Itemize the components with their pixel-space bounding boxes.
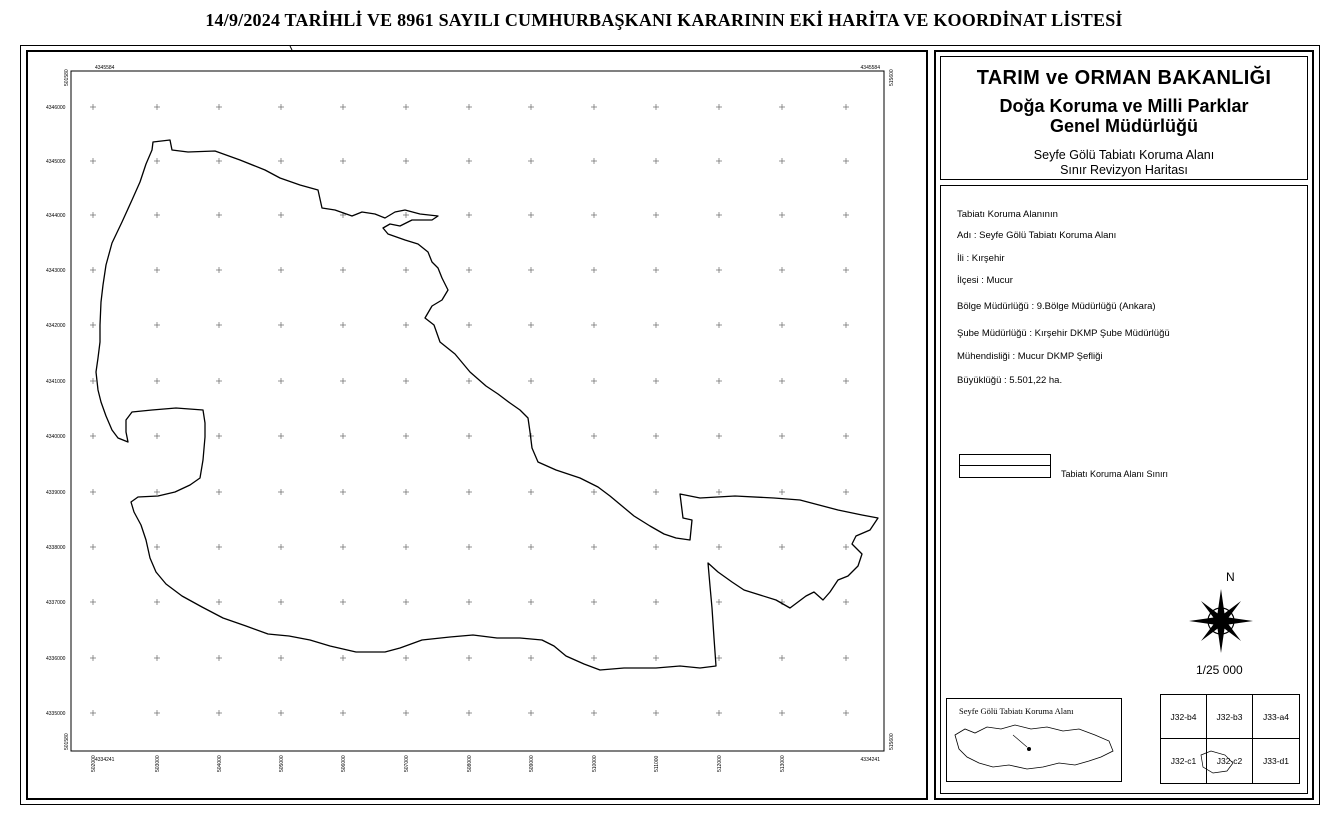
info-district: İlçesi : Mucur xyxy=(957,275,1013,286)
sheet-j32-b4: J32-b4 xyxy=(1161,695,1207,739)
info-regional: Bölge Müdürlüğü : 9.Bölge Müdürlüğü (Ankara) xyxy=(957,301,1156,312)
corner-label-bottom-left: 4334241 xyxy=(95,757,115,763)
sheet-j32-b3: J32-b3 xyxy=(1207,695,1253,739)
info-branch: Şube Müdürlüğü : Kırşehir DKMP Şube Müdürlüğü xyxy=(957,328,1170,339)
grid-x-label: 507000 xyxy=(404,755,410,772)
sheet-j32-c2: J32-c2 xyxy=(1207,739,1253,783)
map-name xyxy=(941,148,1307,178)
grid-y-label: 4336000 xyxy=(46,656,66,662)
grid-x-label: 509000 xyxy=(529,755,535,772)
info-heading: Tabiatı Koruma Alanının xyxy=(957,209,1058,220)
corner-label-left-top-vertical: 501580 xyxy=(64,69,70,86)
sheet-j33-d1: J33-d1 xyxy=(1263,756,1289,766)
corner-label-bottom-right: 4334241 xyxy=(860,757,880,763)
info-name: Adı : Seyfe Gölü Tabiatı Koruma Alanı xyxy=(957,230,1117,241)
corner-label-top-left: 4345584 xyxy=(95,65,115,71)
grid-y-label: 4338000 xyxy=(46,545,66,551)
grid-x-label: 508000 xyxy=(467,755,473,772)
neatline xyxy=(71,71,884,751)
grid-x-label: 510000 xyxy=(592,755,598,772)
grid-x-label: 513000 xyxy=(780,755,786,772)
protected-area-boundary xyxy=(96,140,878,670)
grid-y-label: 4340000 xyxy=(46,434,66,440)
scale-label: 1/25 000 xyxy=(1196,663,1243,677)
inset-title: Seyfe Gölü Tabiatı Koruma Alanı xyxy=(959,706,1074,716)
directorate-line-2: Genel Müdürlüğü xyxy=(1050,116,1198,136)
info-size: Büyüklüğü : 5.501,22 ha. xyxy=(957,375,1063,386)
directorate-title xyxy=(941,96,1307,136)
grid-y-label: 4344000 xyxy=(46,213,66,219)
legend-boundary-swatch xyxy=(959,454,1051,478)
title-block xyxy=(940,56,1308,180)
grid-y-label: 4343000 xyxy=(46,268,66,274)
grid-y-label: 4335000 xyxy=(46,711,66,717)
turkey-outline-map xyxy=(951,715,1117,779)
compass-rose-icon xyxy=(1186,586,1256,656)
corner-label-right-top-vertical: 515600 xyxy=(889,69,895,86)
sheet-index xyxy=(1160,694,1300,784)
ministry-title: TARIM ve ORMAN BAKANLIĞI xyxy=(976,67,1272,89)
map-name-line-2: Sınır Revizyon Haritası xyxy=(1060,163,1188,177)
y-axis-labels xyxy=(46,105,66,717)
grid-x-label: 512000 xyxy=(717,755,723,772)
corner-label-top-right: 4345584 xyxy=(860,65,880,71)
grid-y-label: 4337000 xyxy=(46,600,66,606)
location-inset xyxy=(946,698,1122,782)
grid-y-label: 4341000 xyxy=(46,379,66,385)
document-title: 14/9/2024 TARİHLİ VE 8961 SAYILI CUMHURBAŞKANI KARARININ EKİ HARİTA VE KOORDİNAT LİSTESİ xyxy=(205,10,1123,30)
grid-x-label: 502000 xyxy=(91,755,97,772)
grid-x-label: 504000 xyxy=(217,755,223,772)
legend-arrow-fragment xyxy=(290,46,292,50)
info-province: İli : Kırşehir xyxy=(957,253,1005,264)
sheet-j32-c1: J32-c1 xyxy=(1161,739,1207,783)
grid-y-label: 4342000 xyxy=(46,323,66,329)
grid-y-label: 4345000 xyxy=(46,159,66,165)
corner-label-left-bottom-vertical: 501580 xyxy=(64,733,70,750)
grid-y-label: 4339000 xyxy=(46,490,66,496)
info-engineering: Mühendisliği : Mucur DKMP Şefliği xyxy=(957,351,1103,362)
grid-x-label: 506000 xyxy=(341,755,347,772)
corner-label-right-bottom-vertical: 515600 xyxy=(889,733,895,750)
north-label: N xyxy=(1226,570,1235,584)
x-axis-labels xyxy=(91,755,786,772)
grid-crosses xyxy=(90,104,849,716)
grid-y-label: 4346000 xyxy=(46,105,66,111)
area-marker-icon xyxy=(1197,749,1237,775)
directorate-line-1: Doğa Koruma ve Milli Parklar xyxy=(999,96,1249,116)
grid-x-label: 505000 xyxy=(279,755,285,772)
map-name-line-1: Seyfe Gölü Tabiatı Koruma Alanı xyxy=(1033,148,1215,162)
grid-x-label: 503000 xyxy=(155,755,161,772)
sheet-j33-a4: J33-a4 xyxy=(1253,695,1299,739)
legend-boundary-label: Tabiatı Koruma Alanı Sınırı xyxy=(1061,469,1169,479)
grid-x-label: 511000 xyxy=(654,755,660,772)
